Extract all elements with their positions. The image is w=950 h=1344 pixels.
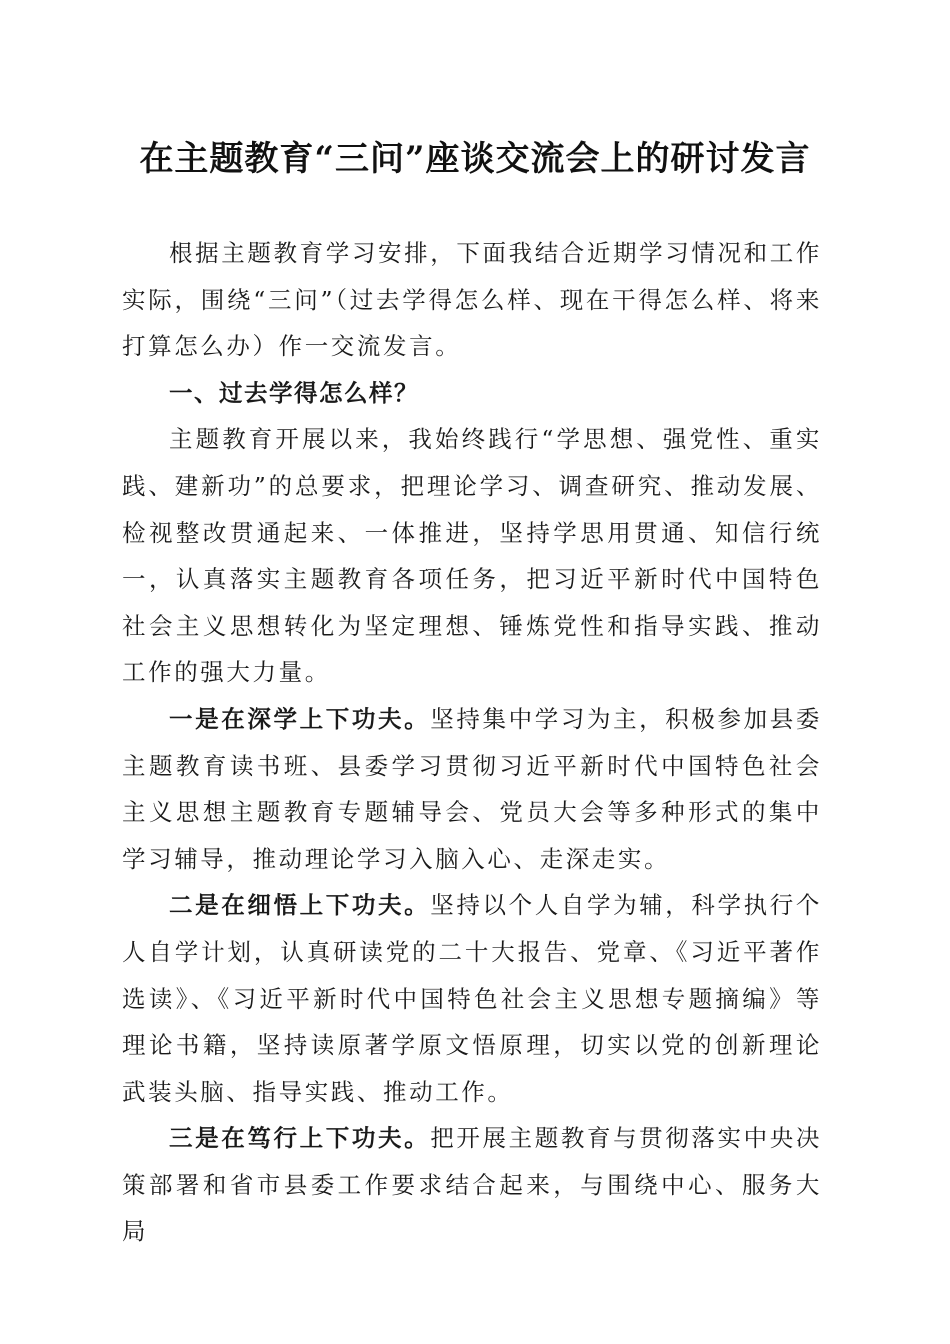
item-1-lead: 一是在深学上下功夫。 [169, 704, 431, 733]
section-heading-1: 一、过去学得怎么样？ [169, 378, 419, 407]
intro-paragraph: 根据主题教育学习安排，下面我结合近期学习情况和工作实际，围绕“三问”（过去学得怎么样、现在干得怎么样、将来打算怎么办）作一交流发言。 [122, 239, 822, 361]
document-title: 在主题教育“三问”座谈交流会上的研讨发言 [139, 139, 811, 179]
item-2-paragraph [122, 882, 822, 1115]
item-2-text: 坚持以个人自学为辅，科学执行个人自学计划，认真研读党的二十大报告、党章、《习近平著作选读》、《习近平新时代中国特色社会主义思想专题摘编》等理论书籍，坚持读原著学原文悟原理，切实以党的创新理论武装头脑、指导实践、推动工作。 [122, 891, 823, 1106]
item-3-lead: 三是在笃行上下功夫。 [169, 1124, 431, 1153]
section-1-paragraph: 主题教育开展以来，我始终践行“学思想、强党性、重实践、建新功”的总要求，把理论学习、调查研究、推动发展、检视整改贯通起来、一体推进，坚持学思用贯通、知信行统一，认真落实主题教育各项任务，把习近平新时代中国特色社会主义思想转化为坚定理想、锤炼党性和指导实践、推动工作的强大力量。 [122, 425, 822, 687]
item-2-lead: 二是在细悟上下功夫。 [169, 891, 431, 920]
item-3-text: 把开展主题教育与贯彻落实中央决策部署和省市县委工作要求结合起来，与围绕中心、服务大局 [122, 1124, 823, 1246]
item-1-paragraph [122, 696, 822, 882]
item-1-text: 坚持集中学习为主，积极参加县委主题教育读书班、县委学习贯彻习近平新时代中国特色社会主义思想主题教育专题辅导会、党员大会等多种形式的集中学习辅导，推动理论学习入脑入心、走深走实。 [122, 704, 823, 873]
document-body [122, 230, 822, 1255]
item-3-paragraph [122, 1115, 822, 1255]
